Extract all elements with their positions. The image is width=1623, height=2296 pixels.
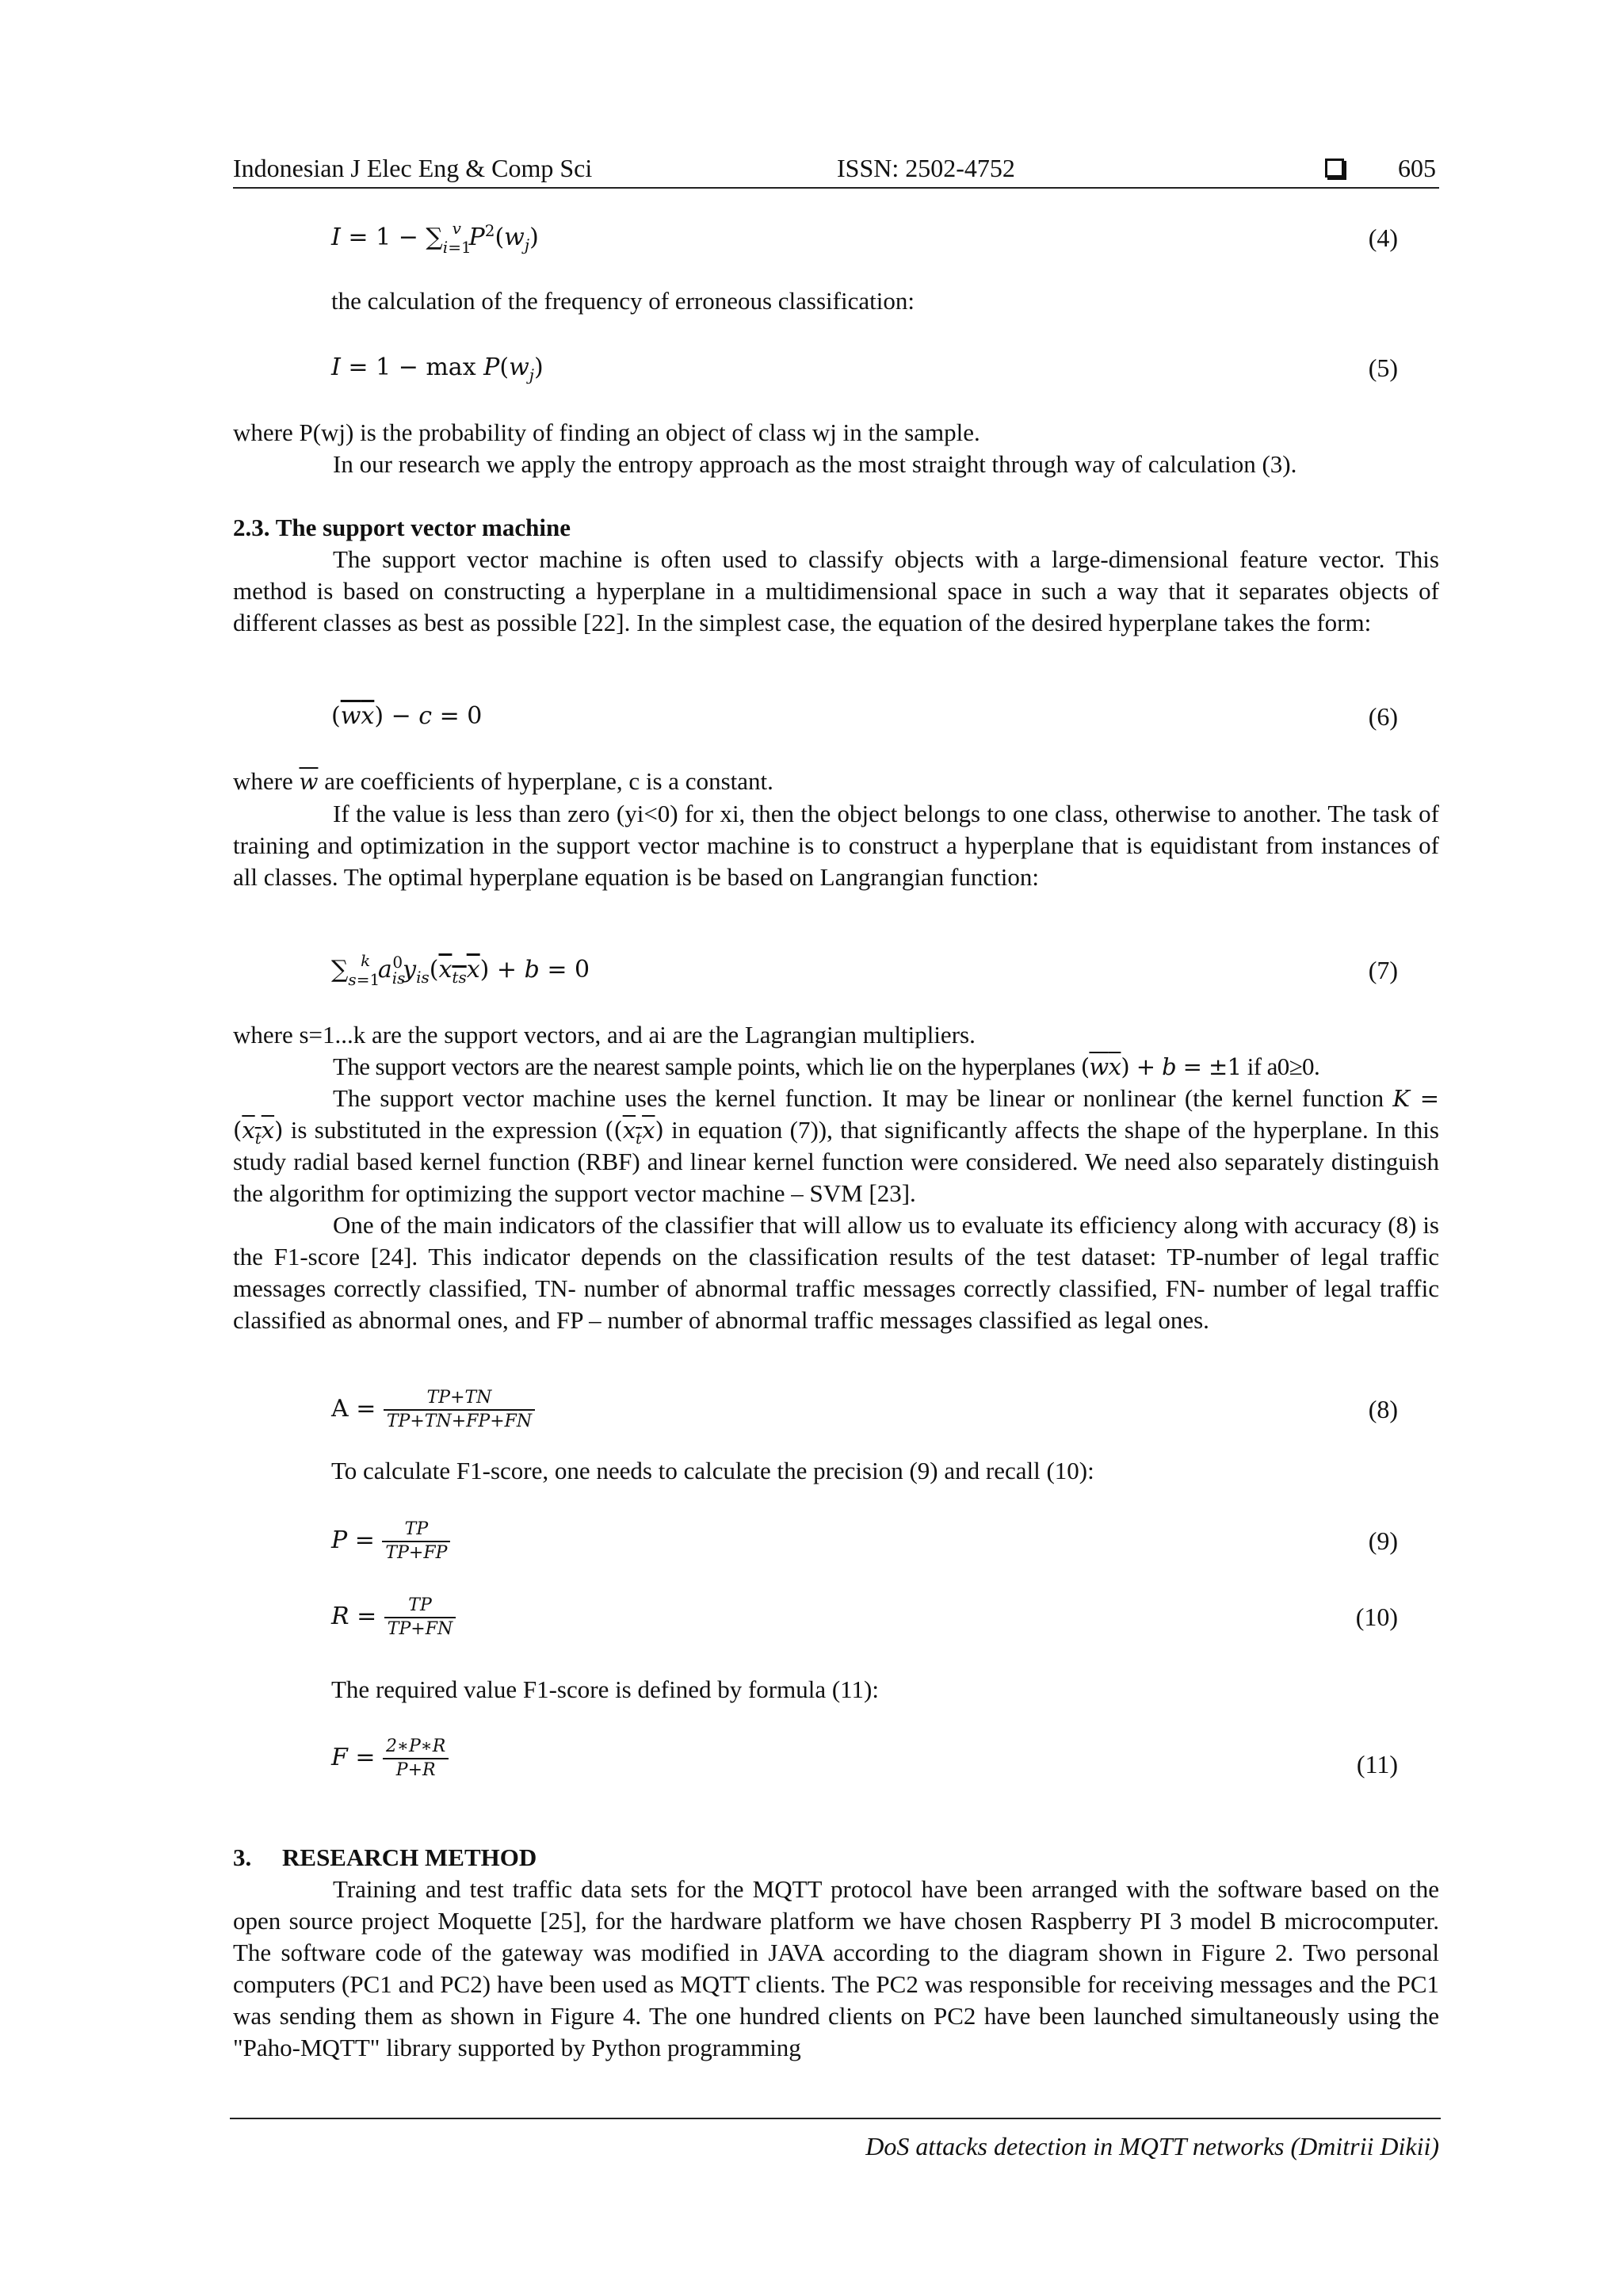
equation-6-body: $(\overline{w}\overline{x}) - c = 0$ <box>331 702 483 730</box>
text-where-w-lead: where <box>233 767 300 795</box>
equation-11-numerator: 2∗P∗R <box>386 1736 446 1756</box>
text-where-s: where s=1...k are the support vectors, and ai are the Lagrangian multipliers. <box>233 1021 976 1049</box>
paragraph-pwj <box>233 417 1439 480</box>
equation-10-lhs: R = <box>331 1603 384 1630</box>
equation-5-number: (5) <box>1368 353 1398 382</box>
equation-4-body: $I = 1 - \sum_{i=1}^v$ $P^2(w_j)$ <box>331 219 539 257</box>
text-pwj: where P(wj) is the probability of finding an object of class wj in the sample. <box>233 418 980 446</box>
journal-name: Indonesian J Elec Eng & Comp Sci <box>233 154 593 182</box>
equation-10-body <box>331 1588 456 1645</box>
square-icon <box>1325 159 1344 178</box>
text-value: If the value is less than zero (yi<0) for xi, then the object belongs to one class, otherwise to another. The task of training and optimization in the support vector machine is to construct a hyperplane that is equidistant from instances of all classes. The optimal hyperplane equation is be based on Langrangian function: <box>233 800 1439 891</box>
equation-11-fraction <box>383 1736 449 1782</box>
text-support-b: if a0≥0. <box>1241 1052 1320 1080</box>
equation-11-lhs: F = <box>331 1744 384 1771</box>
equation-9-fraction <box>382 1519 450 1564</box>
equation-11-body <box>331 1728 449 1788</box>
text-where-w: where $\overline{w}$ are coefficients of hyperplane, c is a constant. <box>233 767 773 795</box>
paragraph-support <box>233 1019 1439 1336</box>
equation-8-denominator: TP+TN+FP+FN <box>384 1409 535 1433</box>
equation-8-fraction <box>384 1387 535 1433</box>
text-research: Training and test traffic data sets for the MQTT protocol have been arranged with the software based on the open source project Moquette [25], for the hardware platform we have chosen Raspberry PI 3 model B microcomputer. The software code of the gateway was modified in JAVA according to the diagram shown in Figure 2. Two personal computers (PC1 and PC2) have been used as MQTT clients. The PC2 was responsible for receiving messages and the PC1 was sending them as shown in Figure 4. The one hundred clients on PC2 have been launched simultaneously using the "Paho-MQTT" library supported by Python programming <box>233 1875 1439 2061</box>
text-kernel-a: The support vector machine uses the kernel function. It may be linear or nonlinear (the kernel function <box>333 1084 1393 1112</box>
equation-9 <box>331 1512 1398 1569</box>
paragraph-svm <box>233 544 1439 639</box>
text-svm: The support vector machine is often used to classify objects with a large-dimensional feature vector. This method is based on constructing a hyperplane in a multidimensional space in such a way that it separates objects of different classes as best as possible [22]. In the simplest case, the equation of the desired hyperplane takes the form: <box>233 545 1439 636</box>
equation-7-number: (7) <box>1368 956 1398 984</box>
equation-9-numerator: TP <box>404 1519 429 1539</box>
equation-7-body: $\sum_{s=1}^k$ $a_{is}^0y_{is}(x_{ts}\overline{x}) + b = 0$ <box>331 951 590 989</box>
equation-6-number: (6) <box>1368 702 1398 731</box>
equation-5 <box>331 346 1398 390</box>
text-entropy: In our research we apply the entropy approach as the most straight through way of calculation (3). <box>333 450 1297 478</box>
text-required: The required value F1-score is defined by formula (11): <box>331 1675 879 1703</box>
equation-10-fraction <box>384 1595 456 1641</box>
section-heading-3: 3. RESEARCH METHOD <box>233 1843 537 1871</box>
equation-8-number: (8) <box>1368 1395 1398 1423</box>
equation-4-number: (4) <box>1368 223 1398 252</box>
running-footer: DoS attacks detection in MQTT networks (Dmitrii Dikii) <box>865 2132 1439 2160</box>
equation-5-body: $I = 1 - \max P(w_j)$ <box>331 353 544 384</box>
equation-6 <box>331 694 1398 739</box>
equation-10-number: (10) <box>1355 1603 1398 1631</box>
running-header <box>233 152 1439 189</box>
equation-10-denominator: TP+FN <box>384 1617 456 1641</box>
equation-9-body <box>331 1512 450 1569</box>
text-f1: One of the main indicators of the classifier that will allow us to evaluate its efficiency along with accuracy (8) is the F1-score [24]. This indicator depends on the classification results of the test dataset: TP-number of legal traffic messages correctly classified, TN- number of abnormal traffic messages correctly classified, FN- number of legal traffic classified as abnormal ones, and FP – number of abnormal traffic messages classified as legal ones. <box>233 1211 1439 1334</box>
text-where-w-rest: are coefficients of hyperplane, c is a constant. <box>318 767 773 795</box>
text-kernel: The support vector machine uses the kernel function. It may be linear or nonlinear (the kernel function $K = (x_t\overline{x})$ is substituted in the expression ($(x_t\overline{x})$ in equation (7)), that significantly affects the shape of the hyperplane. In this study radial based kernel function (RBF) and linear kernel function were considered. We need also separately distinguish the algorithm for optimizing the support vector machine – SVM [23]. <box>233 1084 1439 1207</box>
text-kernel-b: is substituted in the expression <box>283 1116 605 1144</box>
equation-8-body <box>331 1381 535 1438</box>
paragraph-research <box>233 1874 1439 2064</box>
equation-10 <box>331 1588 1398 1645</box>
equation-8-numerator: TP+TN <box>426 1388 492 1408</box>
equation-11-denominator: P+R <box>383 1758 449 1782</box>
text-support-vectors: The support vectors are the nearest sample points, which lie on the hyperplanes $(\overline{w}\overline{x}) + b = \pm 1$ if a0≥0. <box>333 1052 1320 1080</box>
text-kernel-c: in equation (7)), that significantly affects the shape of the hyperplane. In this study radial based kernel function (RBF) and linear kernel function were considered. We need also separately distinguish the algorithm for optimizing the support vector machine – SVM [23]. <box>233 1116 1439 1207</box>
equation-9-lhs: P = <box>331 1526 383 1554</box>
equation-11 <box>331 1728 1398 1788</box>
text-precision: To calculate F1-score, one needs to calculate the precision (9) and recall (10): <box>331 1457 1094 1484</box>
equation-7 <box>331 948 1398 992</box>
equation-9-denominator: TP+FP <box>382 1541 450 1564</box>
footer-rule <box>230 2118 1441 2119</box>
text-support-a: The support vectors are the nearest sample points, which lie on the hyperplanes <box>333 1052 1081 1080</box>
issn: ISSN: 2502-4752 <box>837 154 1015 182</box>
equation-8-lhs: A = <box>331 1395 384 1423</box>
text-erroneous: the calculation of the frequency of erroneous classification: <box>331 287 915 315</box>
equation-9-number: (9) <box>1368 1526 1398 1555</box>
equation-8 <box>331 1381 1398 1438</box>
paragraph-hyperplane <box>233 766 1439 893</box>
equation-10-numerator: TP <box>408 1595 432 1615</box>
page-number: 605 <box>1398 154 1436 182</box>
section-heading-2-3: 2.3. The support vector machine <box>233 514 571 541</box>
equation-11-number: (11) <box>1356 1750 1398 1778</box>
equation-4 <box>331 216 1398 260</box>
